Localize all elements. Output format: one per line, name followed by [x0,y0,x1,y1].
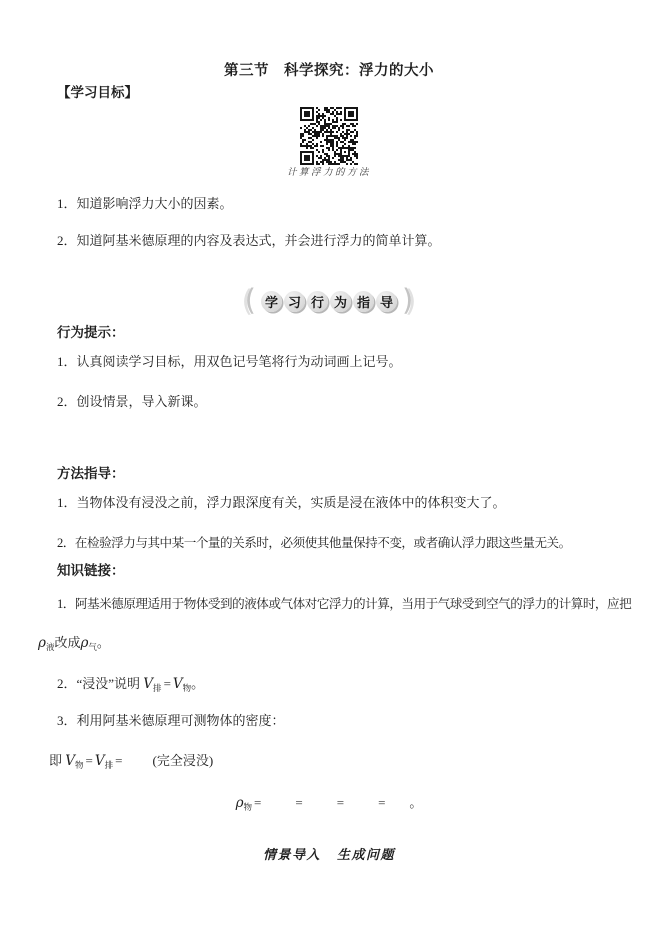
formula-note: (完全浸没) [152,753,214,768]
knowledge-item-3: 3．利用阿基米德原理可测物体的密度： [57,713,285,728]
banner-char: 学 [261,291,282,312]
footer-phrase-left: 情景导入 [262,847,321,862]
knowledge-item-1-line-1: 1．阿基米德原理适用于物体受到的液体或气体对它浮力的计算，当用于气球受到空气的浮力的计算时，应把 [57,597,632,611]
qr-code [300,107,358,165]
knowledge-item-2 [57,676,204,696]
equals-sign: = [115,753,123,768]
volume-subscript-displaced: 排 [104,760,114,770]
page-footer [0,847,658,863]
rho-subscript-object: 物 [243,802,253,812]
behavior-item-1: 1．认真阅读学习目标，用双色记号笔将行为动词画上记号。 [57,354,402,369]
page-title: 第三节 科学探究：浮力的大小 [224,63,434,79]
equals-sign: = [254,795,262,810]
formula-prefix: 即 [49,753,66,768]
qr-block [0,107,658,179]
section-heading-method-guidance: 方法指导： [57,466,125,481]
rho-line-text: 改成 [54,635,81,650]
qr-caption: 计算浮力的方法 [286,168,371,178]
banner-char: 导 [376,291,397,312]
volume-symbol: V [172,676,183,692]
volume-symbol: V [94,753,105,769]
volume-subscript-object: 物 [182,683,192,693]
section-banner-learning-guidance [0,283,658,317]
section-heading-knowledge-links: 知识链接： [57,563,125,578]
period: 。 [409,795,423,810]
banner-char: 行 [307,291,328,312]
volume-symbol: V [65,753,76,769]
density-formula-line [0,795,658,815]
volume-equality-formula [49,753,213,773]
section-heading-behavior-tips: 行为提示： [57,325,125,340]
footer-phrase-right: 生成问题 [337,847,396,862]
knowledge-item-1-line-2 [38,635,110,655]
equals-sign: = [85,753,93,768]
method-item-1: 1．当物体没有浸没之前，浮力跟深度有关，实质是浸在液体中的体积变大了。 [57,495,506,510]
rho-symbol: ρ [38,635,46,651]
banner-bracket-left-icon: ( [244,283,256,317]
volume-subscript-object: 物 [75,760,84,770]
rho-subscript-liquid: 液 [45,642,55,652]
section-heading-learning-goals: 【学习目标】 [57,85,138,100]
banner-char: 为 [330,291,351,312]
goal-item-2: 2．知道阿基米德原理的内容及表达式，并会进行浮力的简单计算。 [57,233,441,248]
rho-symbol: ρ [80,635,89,651]
equals-sign: = [163,676,171,691]
rho-subscript-gas: 气 [88,642,97,652]
banner-char: 习 [284,291,305,312]
period: 。 [96,635,110,650]
rho-symbol: ρ [235,795,244,811]
volume-symbol: V [143,676,154,692]
equals-sign: = [378,795,386,810]
behavior-item-2: 2．创设情景，导入新课。 [57,394,207,409]
knowledge-item-2-text: 2．“浸没”说明 [57,676,144,691]
method-item-2: 2．在检验浮力与其中某一个量的关系时，必须使其他量保持不变，或者确认浮力跟这些量无关。 [57,536,571,550]
goal-item-1: 1．知道影响浮力大小的因素。 [57,196,233,211]
equals-sign: = [295,795,303,810]
banner-bracket-right-icon: ) [402,283,414,317]
equals-sign: = [336,795,345,810]
period: 。 [191,676,205,691]
banner-char: 指 [353,291,374,312]
volume-subscript-displaced: 排 [153,683,162,693]
